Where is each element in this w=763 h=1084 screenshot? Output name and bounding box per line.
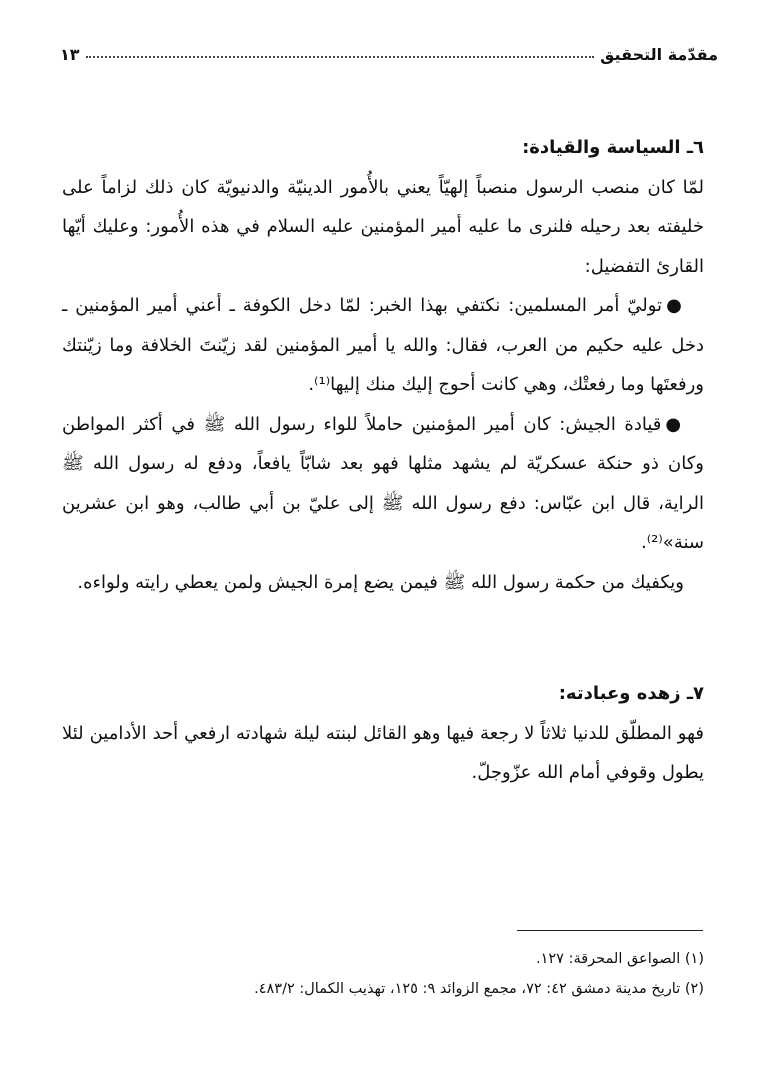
footnotes [62,944,704,1004]
header-title: مقدّمة التحقيق [600,45,718,64]
running-header [60,30,718,64]
section-gap [62,602,704,674]
footnote-1: (١) الصواعق المحرقة: ١٢٧. [535,951,704,967]
header-dot-leader [86,56,595,58]
paragraph-wisdom: ويكفيك من حكمة رسول الله ﷺ فيمن يضع إمرة الجيش ولمن يعطي رايته ولواءه. [77,571,684,593]
paragraph-rule [62,286,704,405]
footnote-2: (٢) تاريخ مدينة دمشق ٤٢: ٧٢، مجمع الزوائد ٩: ١٢٥، تهذيب الكمال: ٤٨٣/٢. [254,981,704,997]
paragraph-intro: لمّا كان منصب الرسول منصباً إلهيّاً يعني بالأُمور الدينيّة والدنيويّة كان ذلك لزاماً على خليفته بعد رحيله فلنرى ما عليه أمير المؤمنين عليه السلام في هذه الأُمور: وعليك أيّها القارئ التفضيل: [62,176,704,277]
main-text [62,128,704,793]
section-heading-politics: ٦ـ السياسة والقيادة: [522,137,704,158]
paragraph-army [62,405,704,563]
bullet-icon: ● [665,413,684,435]
paragraph-asceticism: فهو المطلّق للدنيا ثلاثاً لا رجعة فيها وهو القائل لبنته ليلة شهادته ارفعي أحد الأدامين لئلا يطول وقوفي أمام الله عزّوجلّ. [62,722,704,783]
paragraph-army-text: قيادة الجيش: كان أمير المؤمنين حاملاً للواء رسول الله ﷺ في أكثر المواطن وكان ذو حنكة عسكريّة لم يشهد مثلها فهو بعد شابّاً يافعاً، ودفع له رسول الله ﷺ الراية، قال ابن عبّاس: دفع رسول الله ﷺ إلى عليّ بن أبي طالب، وهو ابن عشرين سنة»⁽²⁾. [62,413,704,553]
section-heading-asceticism: ٧ـ زهده وعبادته: [558,683,704,704]
bullet-icon: ● [666,295,684,316]
paragraph-rule-text: توليّ أمر المسلمين: نكتفي بهذا الخبر: لمّا دخل الكوفة ـ أعني أمير المؤمنين ـ دخل عليه حكيم من العرب، فقال: والله يا أمير المؤمنين لقد زيّنتَ الخلافة وما زيّنتك ورفعتَها وما رفعتْك، وهي كانت أحوج إليك منك إليها⁽¹⁾. [62,295,704,395]
page-number: ١٣ [60,45,80,64]
footnote-divider [517,930,703,931]
